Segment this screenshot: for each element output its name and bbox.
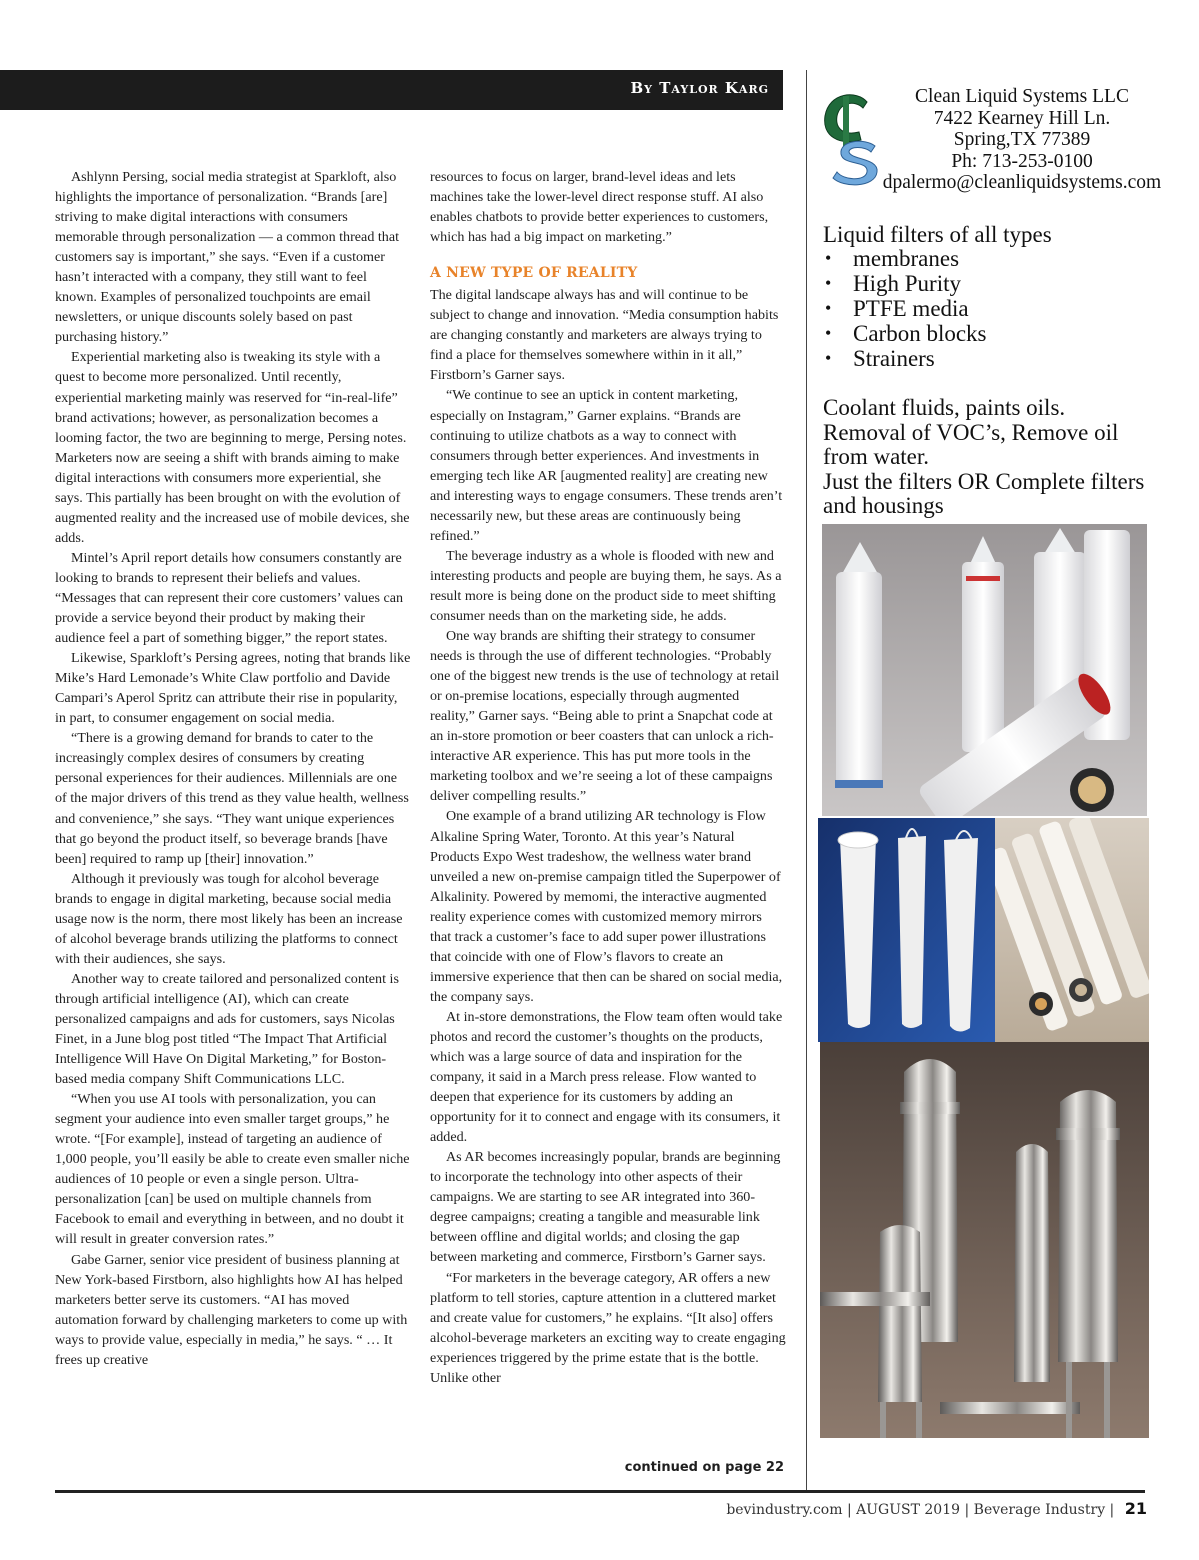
paragraph: One example of a brand utilizing AR technology is Flow Alkaline Spring Water, Toronto. At this year’s Natural Products Expo West tradeshow, the wellness water brand unveiled a new on-premise campaign titled the Superpower of Alkalinity. Powered by memomi, the interactive augmented reality experience comes with customized memory mirrors that track a customer’s face to add super power illustrations that coincide with one of Flow’s flavors to create an immersive experience that then can be shared on social media, the company says. [430, 808, 783, 1005]
paragraph: Mintel’s April report details how consumers constantly are looking to brands to represent their beliefs and values. “Messages that can represent their core customers’ values can provide a service beyond their product by making their audience feel a part of something bigger,” the report states. [55, 549, 404, 647]
paragraph: resources to focus on larger, brand-level ideas and lets machines take the lower-level direct response stuff. AI also enables chatbots to provide better experiences to customers, which has had a big impact on marketing.” [430, 169, 769, 246]
footer-rule [55, 1490, 1145, 1493]
ad-product-list [823, 246, 987, 371]
cartridge-filters-photo [822, 524, 1147, 816]
list-item: • High Purity [823, 271, 987, 296]
footer-site[interactable]: bevindustry.com [726, 1502, 843, 1518]
paragraph: Although it previously was tough for alcohol beverage brands to engage in digital marketing, because social media usage now is the norm, there most likely has been an increase of alcohol beverage brands utilizing the platforms to connect with their audiences, she says. [55, 870, 403, 967]
list-item: • membranes [823, 246, 987, 271]
list-item: • Strainers [823, 346, 987, 371]
ad-body-line: Removal of VOC’s, Remove oil from water. [823, 419, 1119, 470]
paragraph: Ashlynn Persing, social media strategist at Sparkloft, also highlights the importance of personalization. “Brands [are] striving to make digital interactions with consumers memorable through personalization — a common thread that customers say is important,” she says. “Even if a customer hasn’t interacted with a company, they still want to feel known. Examples of personalized touchpoints are email newsletters, or unique discounts solely based on past purchasing history.” [55, 169, 400, 346]
paragraph: “We continue to see an uptick in content marketing, especially on Instagram,” Garner explains. “Brands are continuing to utilize chatbots as a way to connect with consumers through better experiences. And investments in emerging tech like AR [augmented reality] are creating new and interesting ways to engage consumers. These trends aren’t necessarily new, but these areas are continuously being refined.” [430, 387, 783, 544]
list-item: • PTFE media [823, 296, 987, 321]
paragraph: At in-store demonstrations, the Flow team often would take photos and record the customer’s thoughts on the products, which was a large source of data and inspiration for the company, it said in a March press release. Flow wanted to deepen that experience for its customers by adding an opportunity for it to connect and engage with its consumers, it added. [430, 1008, 783, 1146]
column-divider [806, 70, 807, 1490]
paragraph: As AR becomes increasingly popular, brands are beginning to incorporate the technology into other aspects of their campaigns. We are starting to see AR integrated into 360-degree campaigns; creating a tangible and measurable link between offline and digital worlds; and closing the gap between marketing and commerce, Firstborn’s Garner says. [430, 1149, 781, 1266]
ad-contact-block [872, 86, 1172, 194]
article-column-2 [430, 167, 786, 1388]
ad-body-line: Coolant fluids, paints oils. [823, 395, 1066, 420]
ad-body-line: Just the filters OR Complete filters and housings [823, 468, 1145, 519]
paragraph: The digital landscape always has and will continue to be subject to change and innovation. “Media consumption habits are changing constantly and marketers are always trying to find a place for themselves somewhere within in it all,” Firstborn’s Garner says. [430, 287, 779, 384]
ad-phone: Ph: 713-253-0100 [951, 150, 1093, 172]
paragraph: “When you use AI tools with personalization, you can segment your audience into even smaller target groups,” he wrote. “[For example], instead of targeting an audience of 1,000 people, you’ll easily be able to create even smaller niche audiences of 10 people or even a single person. Ultra-personalization [can] be used on multiple channels from Facebook to email and everything in between, and no doubt it will result in greater conversion rates.” [55, 1091, 410, 1248]
ad-address-line2: Spring,TX 77389 [953, 129, 1091, 150]
paragraph: The beverage industry as a whole is flooded with new and interesting products and people are buying them, he says. As a result more is being done on the product side to meet shifting consumer needs than on the marketing side, he adds. [430, 547, 782, 624]
section-subhead: A NEW TYPE OF REALITY [430, 265, 638, 282]
byline-bar [0, 70, 783, 110]
paragraph: Another way to create tailored and personalized content is through artificial intelligence (AI), which can create personalized campaigns and ads for customers, says Nicolas Finet, in a June blog post titled “The Impact That Artificial Intelligence Will Have On Digital Marketing,” for Boston-based media company Shift Communications LLC. [55, 970, 399, 1088]
filter-bags-photo [818, 818, 995, 1042]
footer-issue: AUGUST 2019 [856, 1502, 961, 1518]
ad-headline: Liquid filters of all types [823, 222, 1052, 247]
paragraph: One way brands are shifting their strategy to consumer needs is through the use of different technologies. “Probably one of the biggest new trends is the use of technology at retail or on-premise locations, especially through augmented reality,” Garner says. “Being able to print a Snapchat code at an in-store promotion or beer coasters that can unlock a rich-interactive AR experience. This has put more tools in the marketing toolbox and we’re seeing a lot of these campaigns deliver compelling results.” [430, 628, 780, 805]
page-number: 21 [1124, 1499, 1147, 1518]
filter-housings-photo [820, 1042, 1149, 1438]
paragraph: Likewise, Sparkloft’s Persing agrees, noting that brands like Mike’s Hard Lemonade’s White Claw portfolio and Davide Campari’s Aperol Spritz can attribute their rise in popularity, in part, to consumer engagement on social media. [55, 650, 411, 727]
byline: By Taylor Karg [630, 79, 769, 97]
ad-body [823, 396, 1163, 519]
footer-publication: Beverage Industry [973, 1502, 1106, 1518]
ad-email[interactable]: dpalermo@cleanliquidsystems.com [882, 172, 1162, 193]
page-footer: bevindustry.com | AUGUST 2019 | Beverage Industry | 21 [726, 1499, 1147, 1518]
paragraph: Experiential marketing also is tweaking its style with a quest to become more personalized. Until recently, experiential marketing mainly was reserved for “in-real-life” brand activations; however, as personalization becomes a looming factor, the two are beginning to merge, Persing notes. Marketers now are seeing a shift with brands aiming to make digital interactions with consumers more experiential, she says. This partially has been brought on with the evolution of augmented reality and the increased use of mobile devices, she adds. [55, 349, 410, 546]
paragraph: “There is a growing demand for brands to cater to the increasingly complex desires of consumers by creating personal experiences for their audiences. Millennials are one of the major drivers of this trend as they value health, wellness and convenience,” she says. “They want unique experiences that go beyond the product itself, so beverage brands [have been] required to ramp up [their] innovation.” [55, 730, 409, 867]
continued-note: continued on page 22 [624, 1460, 784, 1475]
paragraph: “For marketers in the beverage category, AR offers a new platform to tell stories, capture attention in a cluttered market and create value for customers,” he explains. “[It also] offers alcohol-beverage marketers an exciting way to create engaging experiences triggered by the prime estate that is the bottle. Unlike other [430, 1269, 786, 1386]
article-column-1 [55, 167, 411, 1370]
paragraph: Gabe Garner, senior vice president of business planning at New York-based Firstborn, also highlights how AI has helped marketers better serve its customers. “AI has moved automation forward by challenging marketers to come up with ways to provide value, especially in media,” he says. “ … It frees up creative [55, 1251, 408, 1368]
list-item: • Carbon blocks [823, 321, 987, 346]
ad-company: Clean Liquid Systems LLC [915, 86, 1129, 107]
ad-address-line1: 7422 Kearney Hill Ln. [933, 107, 1111, 129]
depth-cartridges-photo [995, 818, 1149, 1042]
